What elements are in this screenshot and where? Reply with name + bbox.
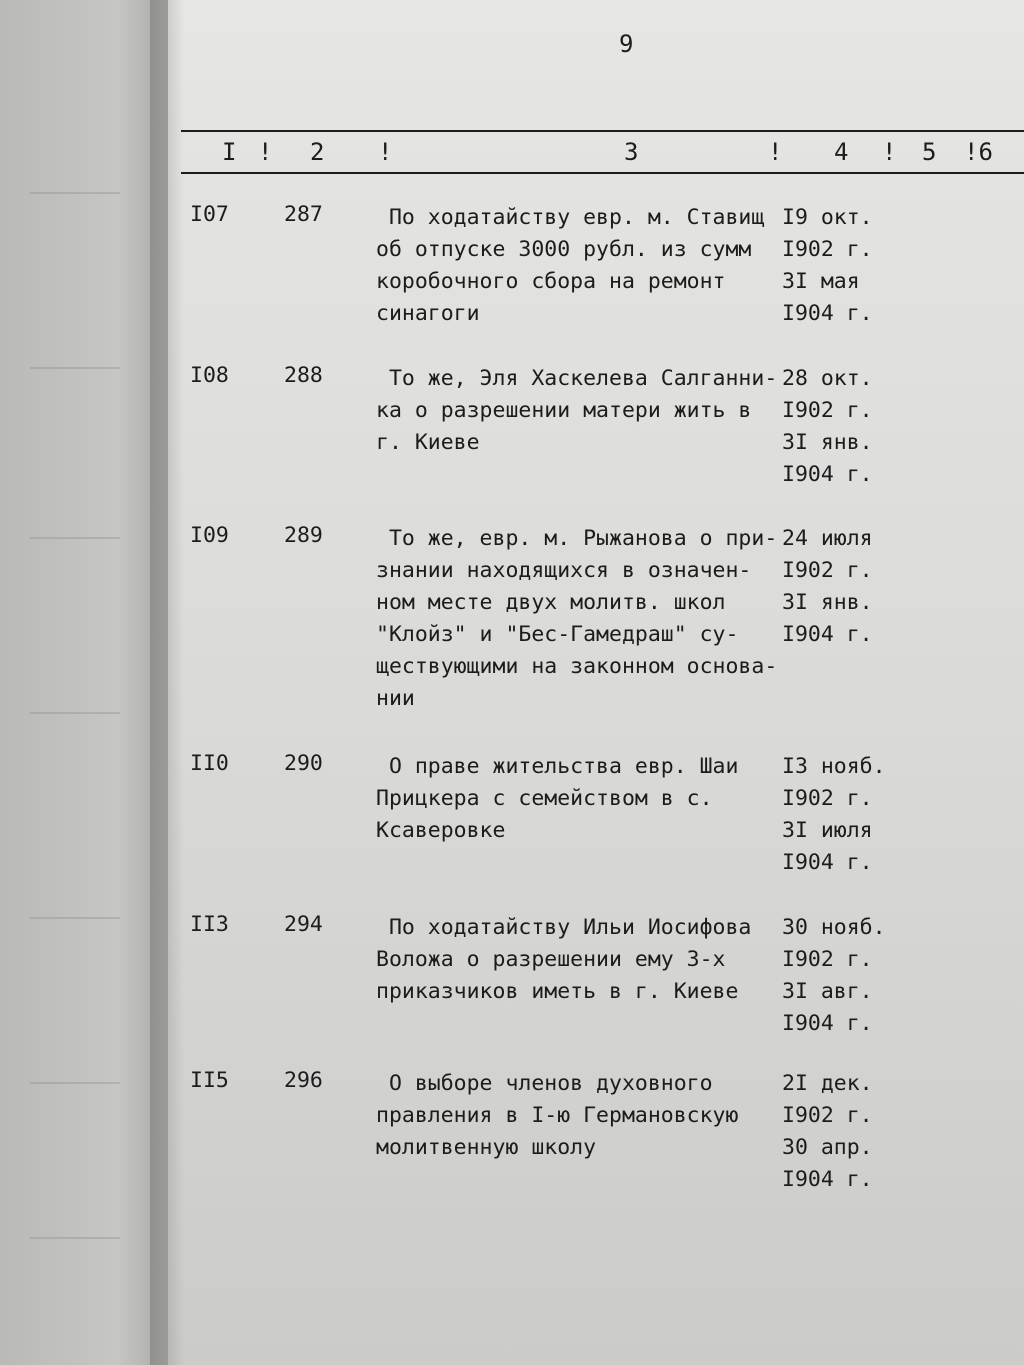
description-line: ка о разрешении матери жить в: [376, 398, 752, 423]
page-number: 9: [619, 30, 634, 58]
description-line: То же, Эля Хаскелева Салганни-: [376, 366, 778, 391]
description-line: "Клойз" и "Бес-Гамедраш" су-: [376, 622, 739, 647]
row-dates: [782, 751, 902, 879]
date-line: 3I авг.: [782, 979, 873, 1004]
row-number: I08: [190, 363, 229, 388]
description-line: молитвенную школу: [376, 1135, 597, 1160]
date-line: 2I дек.: [782, 1071, 873, 1096]
description-line: правления в I-ю Германовскую: [376, 1103, 739, 1128]
header-col-5: 5: [922, 138, 937, 166]
date-line: I904 г.: [782, 462, 873, 487]
date-line: I904 г.: [782, 301, 873, 326]
row-dates: [782, 1068, 902, 1196]
bleed-through-mark: [30, 1060, 120, 1084]
date-line: 30 нояб.: [782, 915, 886, 940]
date-line: 28 окт.: [782, 366, 873, 391]
row-number: I07: [190, 202, 229, 227]
row-description: [376, 363, 786, 459]
description-line: коробочного сбора на ремонт: [376, 269, 726, 294]
description-line: Воложа о разрешении ему 3-х: [376, 947, 726, 972]
bleed-through-mark: [30, 345, 120, 369]
bleed-through-mark: [30, 1215, 120, 1239]
description-line: Прицкера с семейством в с.: [376, 786, 713, 811]
item-number: 296: [284, 1068, 323, 1093]
date-line: 30 апр.: [782, 1135, 873, 1160]
header-separator: !: [378, 138, 393, 166]
date-line: I902 г.: [782, 237, 873, 262]
row-description: [376, 202, 786, 330]
row-dates: [782, 523, 902, 651]
description-line: Ксаверовке: [376, 818, 506, 843]
description-line: О выборе членов духовного: [376, 1071, 713, 1096]
date-line: I902 г.: [782, 786, 873, 811]
date-line: I902 г.: [782, 1103, 873, 1128]
date-line: I902 г.: [782, 558, 873, 583]
bleed-through-mark: [30, 895, 120, 919]
description-line: По ходатайству Ильи Иосифова: [376, 915, 752, 940]
item-number: 289: [284, 523, 323, 548]
item-number: 290: [284, 751, 323, 776]
date-line: I9 окт.: [782, 205, 873, 230]
date-line: I902 г.: [782, 398, 873, 423]
bleed-through-mark: [30, 170, 120, 194]
book-gutter: [150, 0, 184, 1365]
item-number: 294: [284, 912, 323, 937]
description-line: нии: [376, 686, 415, 711]
header-col-2: 2: [310, 138, 325, 166]
bleed-through-mark: [30, 515, 120, 539]
header-separator: !: [768, 138, 783, 166]
description-line: ном месте двух молитв. школ: [376, 590, 726, 615]
description-line: знании находящихся в означен-: [376, 558, 752, 583]
header-col-4: 4: [834, 138, 849, 166]
header-separator: !: [882, 138, 897, 166]
description-line: приказчиков иметь в г. Киеве: [376, 979, 739, 1004]
row-number: I09: [190, 523, 229, 548]
row-description: [376, 751, 786, 847]
date-line: I3 нояб.: [782, 754, 886, 779]
description-line: г. Киеве: [376, 430, 480, 455]
item-number: 287: [284, 202, 323, 227]
row-description: [376, 1068, 786, 1164]
date-line: I904 г.: [782, 1011, 873, 1036]
description-line: То же, евр. м. Рыжанова о при-: [376, 526, 778, 551]
left-page: [0, 0, 168, 1365]
header-separator: !: [258, 138, 273, 166]
date-line: I904 г.: [782, 1167, 873, 1192]
header-bottom-rule: [181, 172, 1024, 174]
date-line: 3I мая: [782, 269, 860, 294]
row-dates: [782, 202, 902, 330]
date-line: 3I июля: [782, 818, 873, 843]
date-line: 3I янв.: [782, 590, 873, 615]
description-line: По ходатайству евр. м. Ставищ: [376, 205, 765, 230]
header-top-rule: [181, 130, 1024, 132]
date-line: I902 г.: [782, 947, 873, 972]
bleed-through-mark: [30, 690, 120, 714]
header-col-6: !6: [964, 138, 993, 166]
row-description: [376, 523, 786, 715]
description-line: об отпуске 3000 рубл. из сумм: [376, 237, 752, 262]
row-dates: [782, 912, 902, 1040]
date-line: 3I янв.: [782, 430, 873, 455]
date-line: 24 июля: [782, 526, 873, 551]
description-line: О праве жительства евр. Шаи: [376, 754, 739, 779]
description-line: ществующими на законном основа-: [376, 654, 778, 679]
table-header: [0, 138, 1024, 166]
row-dates: [782, 363, 902, 491]
row-number: II5: [190, 1068, 229, 1093]
row-number: II3: [190, 912, 229, 937]
row-description: [376, 912, 786, 1008]
header-col-3: 3: [624, 138, 639, 166]
item-number: 288: [284, 363, 323, 388]
description-line: синагоги: [376, 301, 480, 326]
row-number: II0: [190, 751, 229, 776]
date-line: I904 г.: [782, 850, 873, 875]
header-col-1: I: [222, 138, 237, 166]
date-line: I904 г.: [782, 622, 873, 647]
